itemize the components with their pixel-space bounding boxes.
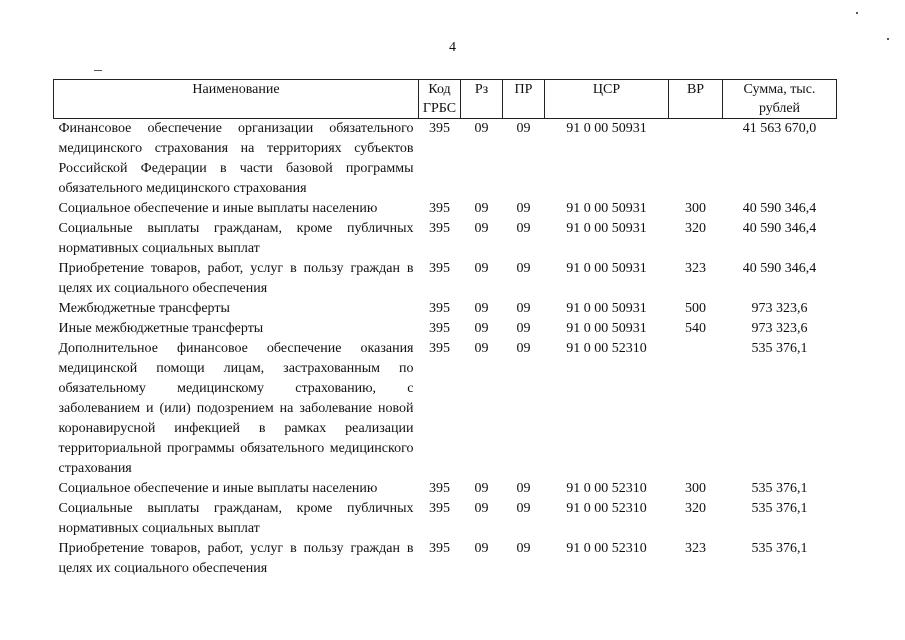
row-pr: 09 (516, 201, 531, 216)
row-rz: 09 (474, 321, 489, 336)
header-pr: ПР (503, 80, 545, 119)
table-row (54, 479, 837, 499)
row-sum: 40 590 346,4 (742, 201, 817, 216)
header-vr: ВР (669, 80, 723, 119)
header-rz: Рз (461, 80, 503, 119)
row-code: 395 (429, 541, 450, 556)
row-vr: 500 (685, 301, 706, 316)
row-rz: 09 (474, 501, 489, 516)
budget-table (53, 79, 837, 579)
row-sum: 535 376,1 (751, 481, 808, 496)
row-csr: 91 0 00 52310 (566, 341, 647, 356)
row-rz: 09 (474, 221, 489, 236)
row-code: 395 (429, 341, 450, 356)
row-sum: 40 590 346,4 (742, 261, 817, 276)
row-sum: 535 376,1 (751, 541, 808, 556)
row-name: Социальные выплаты гражданам, кроме публичных нормативных социальных выплат (58, 501, 414, 536)
table-row (54, 319, 837, 339)
row-code: 395 (429, 301, 450, 316)
row-sum: 973 323,6 (751, 321, 808, 336)
row-pr: 09 (516, 301, 531, 316)
header-sum: Сумма, тыс. рублей (723, 80, 837, 119)
row-vr: 540 (685, 321, 706, 336)
row-csr: 91 0 00 52310 (566, 541, 647, 556)
row-vr: 323 (685, 261, 706, 276)
row-csr: 91 0 00 50931 (566, 321, 647, 336)
row-rz: 09 (474, 481, 489, 496)
row-vr: 300 (685, 201, 706, 216)
row-sum: 41 563 670,0 (742, 121, 817, 136)
row-name: Финансовое обеспечение организации обязательного медицинского страхования на территориях субъектов Российской Федерации в части базовой программы обязательного медицинского страхования (58, 121, 414, 196)
row-pr: 09 (516, 541, 531, 556)
row-pr: 09 (516, 261, 531, 276)
table-header-row (54, 80, 837, 119)
row-rz: 09 (474, 201, 489, 216)
table-row (54, 219, 837, 259)
row-name: Социальное обеспечение и иные выплаты населению (58, 201, 378, 216)
row-name: Приобретение товаров, работ, услуг в пользу граждан в целях их социального обеспечения (58, 541, 414, 576)
row-name: Социальное обеспечение и иные выплаты населению (58, 481, 378, 496)
row-csr: 91 0 00 50931 (566, 201, 647, 216)
header-name: Наименование (54, 80, 419, 119)
table-row (54, 499, 837, 539)
row-csr: 91 0 00 50931 (566, 301, 647, 316)
row-code: 395 (429, 261, 450, 276)
row-name: Межбюджетные трансферты (58, 301, 230, 316)
row-rz: 09 (474, 541, 489, 556)
row-pr: 09 (516, 321, 531, 336)
row-rz: 09 (474, 121, 489, 136)
row-csr: 91 0 00 50931 (566, 261, 647, 276)
row-sum: 40 590 346,4 (742, 221, 817, 236)
scan-dot (856, 12, 858, 14)
row-pr: 09 (516, 221, 531, 236)
table-row (54, 539, 837, 579)
row-code: 395 (429, 121, 450, 136)
scan-dot (94, 70, 102, 71)
row-code: 395 (429, 201, 450, 216)
row-vr: 320 (685, 501, 706, 516)
row-rz: 09 (474, 341, 489, 356)
row-rz: 09 (474, 261, 489, 276)
header-csr: ЦСР (545, 80, 669, 119)
row-csr: 91 0 00 50931 (566, 221, 647, 236)
row-code: 395 (429, 321, 450, 336)
row-sum: 535 376,1 (751, 341, 808, 356)
table-row (54, 299, 837, 319)
row-vr: 320 (685, 221, 706, 236)
row-pr: 09 (516, 501, 531, 516)
table-row (54, 259, 837, 299)
row-code: 395 (429, 221, 450, 236)
row-csr: 91 0 00 50931 (566, 121, 647, 136)
table-row (54, 339, 837, 479)
row-vr: 300 (685, 481, 706, 496)
row-pr: 09 (516, 481, 531, 496)
row-pr: 09 (516, 341, 531, 356)
row-vr: 323 (685, 541, 706, 556)
row-sum: 973 323,6 (751, 301, 808, 316)
row-name: Дополнительное финансовое обеспечение оказания медицинской помощи лицам, застрахованным по обязательному медицинскому страхованию, с заболеванием и (или) подозрением на заболевание новой коронавирусной инфекцией в рамках реализации территориальной программы обязательного медицинского страхования (58, 341, 414, 476)
row-name: Социальные выплаты гражданам, кроме публичных нормативных социальных выплат (58, 221, 414, 256)
row-code: 395 (429, 501, 450, 516)
row-csr: 91 0 00 52310 (566, 481, 647, 496)
table-row (54, 119, 837, 200)
row-vr (669, 119, 723, 200)
row-rz: 09 (474, 301, 489, 316)
row-name: Приобретение товаров, работ, услуг в пользу граждан в целях их социального обеспечения (58, 261, 414, 296)
row-pr: 09 (516, 121, 531, 136)
row-name: Иные межбюджетные трансферты (58, 321, 264, 336)
row-csr: 91 0 00 52310 (566, 501, 647, 516)
page-number: 4 (449, 40, 456, 55)
header-code: Код ГРБС (419, 80, 461, 119)
row-vr (669, 339, 723, 479)
table-row (54, 199, 837, 219)
row-sum: 535 376,1 (751, 501, 808, 516)
row-code: 395 (429, 481, 450, 496)
scan-dot (887, 38, 889, 40)
